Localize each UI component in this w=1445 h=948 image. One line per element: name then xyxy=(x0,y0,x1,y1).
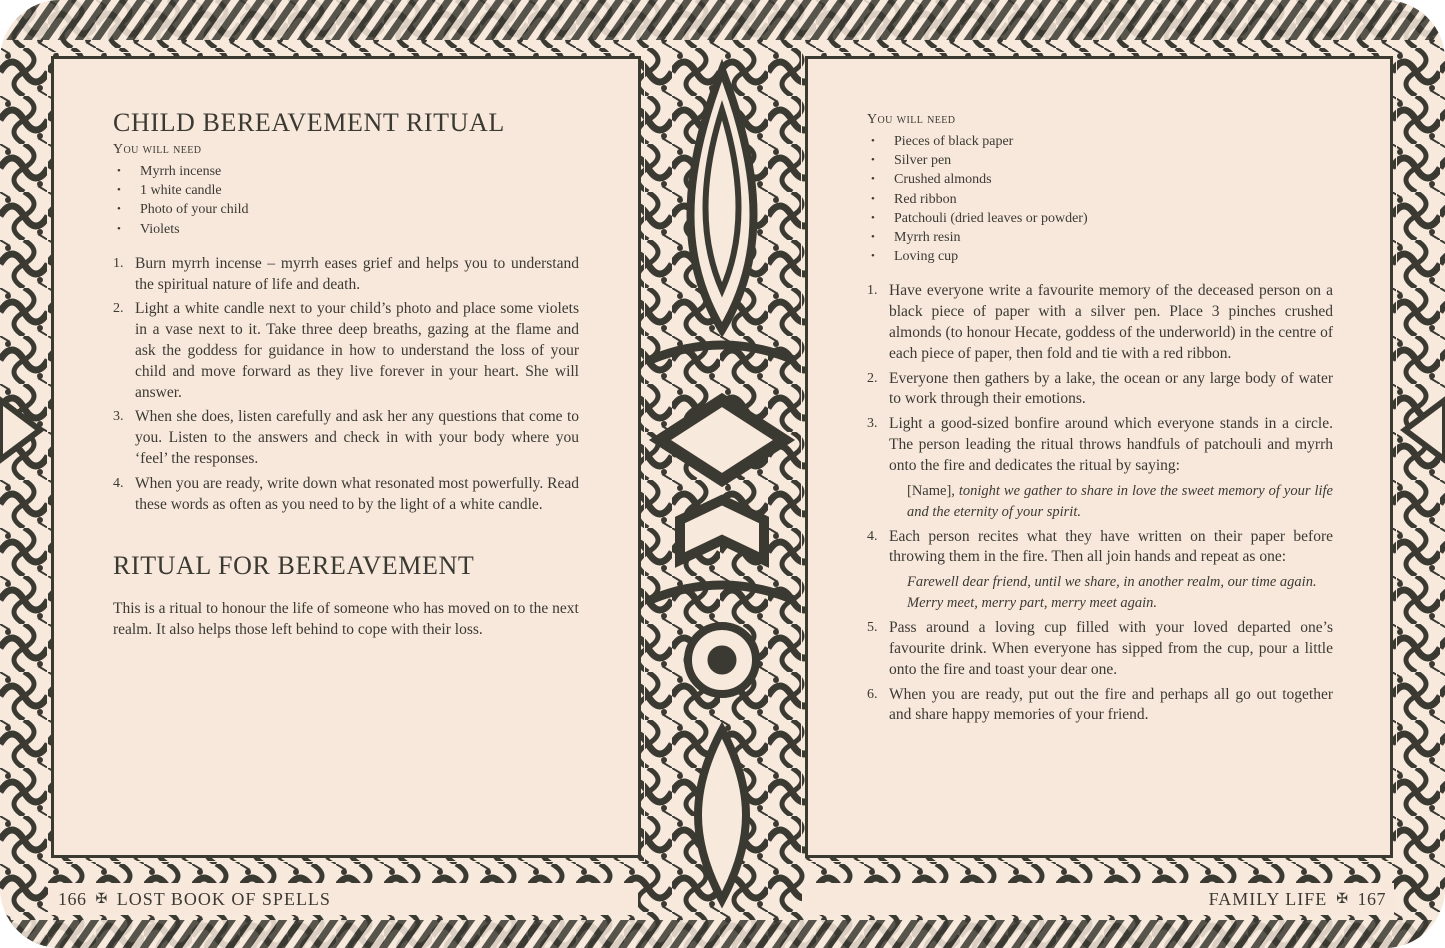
step-item xyxy=(113,254,579,296)
ingredient-list xyxy=(113,162,579,239)
list-item: • Pieces of black paper xyxy=(867,132,1333,151)
list-item: • Loving cup xyxy=(867,247,1333,266)
ritual-steps xyxy=(113,254,579,516)
step-number: 4. xyxy=(867,528,878,544)
list-item: • Myrrh resin xyxy=(867,228,1333,247)
step-text: Everyone then gathers by a lake, the ocean or any large body of water to work through their emotions. xyxy=(889,369,1333,408)
list-item: • 1 white candle xyxy=(113,181,579,200)
step-text: Burn myrrh incense – myrrh eases grief and helps you to understand the spiritual nature of life and death. xyxy=(135,254,579,293)
step-item xyxy=(867,281,1333,364)
section-title: CHILD BEREAVEMENT RITUAL xyxy=(113,108,505,137)
step-number: 5. xyxy=(867,620,878,636)
list-item: • Silver pen xyxy=(867,151,1333,170)
step-number: 1. xyxy=(867,283,878,299)
step-text: Have everyone write a favourite memory of the deceased person on a black piece of paper with a silver pen. Place 3 pinches crushed almonds (to honour Hecate, goddess of the underworld) in the centre of each piece of paper, then fold and tie with a red ribbon. xyxy=(889,282,1333,362)
right-page-content xyxy=(867,112,1333,730)
ritual-steps xyxy=(867,281,1333,726)
page-number: 167 xyxy=(1357,888,1386,909)
page-footer-left xyxy=(48,883,638,915)
list-item: • Myrrh incense xyxy=(113,162,579,181)
you-will-need-label: You will need xyxy=(867,112,956,127)
step-text: Each person recites what they have written on their paper before throwing them in the fire. Then all join hands and repeat as one: xyxy=(889,527,1333,566)
step-number: 6. xyxy=(867,686,878,702)
step-number: 4. xyxy=(113,475,124,491)
cross-ornament-icon: ✠ xyxy=(95,891,108,907)
chapter-title: FAMILY LIFE xyxy=(1208,888,1328,909)
list-item: • Violets xyxy=(113,220,579,239)
step-item xyxy=(867,618,1333,680)
ingredient-list xyxy=(867,132,1333,266)
step-text: When she does, listen carefully and ask her any questions that come to you. Listen to the answers and check in with your body where you ‘feel’ the responses. xyxy=(135,408,579,467)
cross-ornament-icon: ✠ xyxy=(1336,891,1349,907)
section-title-2: RITUAL FOR BEREAVEMENT xyxy=(113,551,475,581)
step-number: 1. xyxy=(113,255,124,271)
book-title: LOST BOOK OF SPELLS xyxy=(116,888,331,909)
step-item xyxy=(867,369,1333,411)
step-item xyxy=(867,685,1333,727)
chant-line-2: Merry meet, merry part, merry meet again. xyxy=(907,595,1158,612)
step-text: Light a white candle next to your child’s photo and place some violets in a vase next to it. Take three deep breaths, gazing at the flame and ask the goddess for guidance in how to understand the loss of your child and move forward as they live forever in your heart. She will answer. xyxy=(135,300,579,401)
you-will-need-label: You will need xyxy=(113,142,202,157)
step-number: 3. xyxy=(867,416,878,432)
list-item: • Red ribbon xyxy=(867,190,1333,209)
invocation-quote xyxy=(907,481,1333,523)
step-item xyxy=(113,407,579,469)
page-number: 166 xyxy=(58,888,87,909)
left-page-content xyxy=(113,108,579,641)
list-item: • Patchouli (dried leaves or powder) xyxy=(867,209,1333,228)
step-text: When you are ready, put out the fire and perhaps all go out together and share happy memories of your friend. xyxy=(889,685,1333,724)
quote-text: , tonight we gather to share in love the sweet memory of your life and the eternity of your spirit. xyxy=(907,482,1333,520)
page-footer-right xyxy=(802,883,1394,915)
step-number: 2. xyxy=(113,301,124,317)
list-item: • Crushed almonds xyxy=(867,170,1333,189)
chant-quote xyxy=(907,572,1333,614)
step-number: 2. xyxy=(867,370,878,386)
step-item xyxy=(867,414,1333,522)
step-text: When you are ready, write down what resonated most powerfully. Read these words as often as you need to by the light of a white candle. xyxy=(135,474,579,513)
step-item xyxy=(867,527,1333,615)
step-item xyxy=(113,299,579,403)
step-text: Light a good-sized bonfire around which everyone stands in a circle. The person leading the ritual throws handfuls of patchouli and myrrh onto the fire and dedicates the ritual by saying: xyxy=(889,415,1333,474)
list-item: • Photo of your child xyxy=(113,200,579,219)
step-text: Pass around a loving cup filled with your loved departed one’s favourite drink. When everyone has sipped from the cup, pour a little onto the fire and toast your dear one. xyxy=(889,619,1333,678)
step-item xyxy=(113,474,579,516)
step-number: 3. xyxy=(113,409,124,425)
intro-paragraph: This is a ritual to honour the life of someone who has moved on to the next realm. It also helps those left behind to cope with their loss. xyxy=(113,600,579,639)
chant-line-1: Farewell dear friend, until we share, in another realm, our time again. xyxy=(907,574,1317,591)
quote-name: [Name] xyxy=(907,482,952,499)
